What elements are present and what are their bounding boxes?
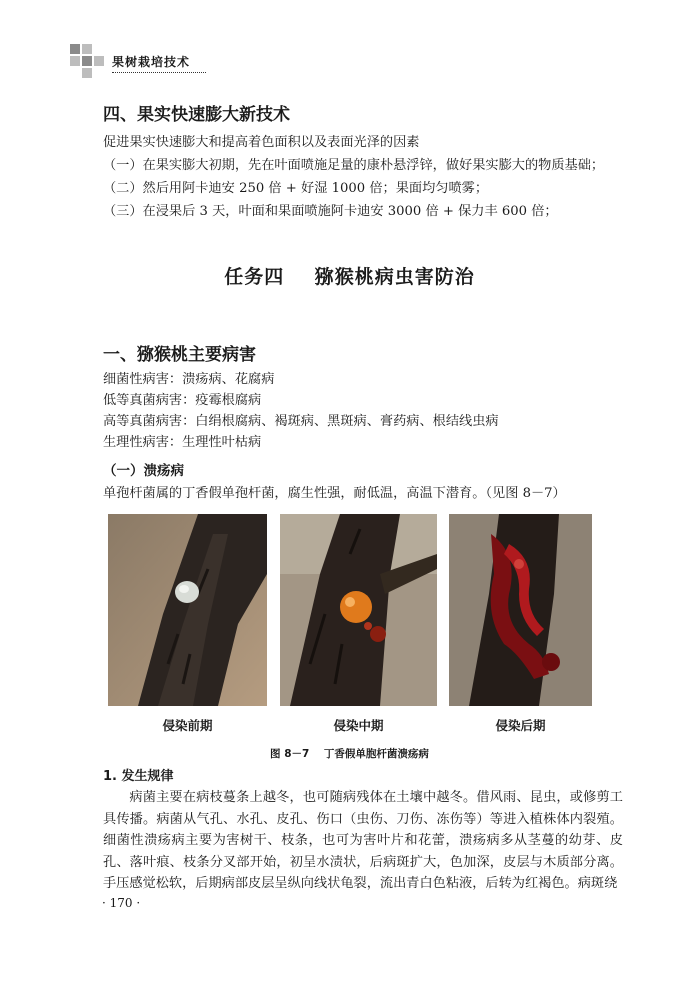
photo-early-infection [108, 514, 267, 706]
panel-label: 侵染中期 [333, 718, 384, 733]
photo-middle-infection [280, 514, 437, 706]
task-title: 任务四 猕猴桃病虫害防治 [224, 266, 475, 288]
panel-label: 侵染前期 [162, 718, 213, 733]
list-item: 低等真菌病害：疫霉根腐病 [103, 393, 262, 408]
figure-caption: 图 8－7 丁香假单胞杆菌溃疡病 [270, 748, 429, 760]
header-logo-icon [70, 44, 104, 78]
list-item: 高等真菌病害：白绢根腐病、褐斑病、黑斑病、膏药病、根结线虫病 [103, 414, 499, 429]
section-heading: 四、果实快速膨大新技术 [103, 105, 290, 125]
body-text: 病菌主要在病枝蔓条上越冬，也可随病残体在土壤中越冬。借风雨、昆虫，或修剪工具传播。病菌从气孔、水孔、皮孔、伤口（虫伤、刀伤、冻伤等）等进入植株体内裂殖。细菌性溃疡病主要为害树干、枝条，也可为害叶片和花蕾，溃疡病多从茎蔓的幼芽、皮孔、落叶痕、枝条分叉部开始，初呈水渍状，后病斑扩大，色加深，皮层与木质部分离。手压感觉松软，后期病部皮层呈纵向线状龟裂，流出青白色粘液，后转为红褐色。病斑绕 [103, 790, 623, 891]
list-item: （二）然后用阿卡迪安 250 倍 + 好湿 1000 倍；果面均匀喷雾； [103, 181, 489, 196]
sub-heading: （一）溃疡病 [103, 463, 184, 479]
sub-intro: 单孢杆菌属的丁香假单孢杆菌，腐生性强，耐低温，高温下潜育。（见图 8－7） [103, 486, 566, 501]
list-item: 生理性病害：生理性叶枯病 [103, 435, 262, 450]
header-rule [112, 72, 206, 73]
section-intro: 促进果实快速膨大和提高着色面积以及表面光泽的因素 [103, 135, 420, 150]
sub-heading: 1. 发生规律 [103, 769, 174, 784]
running-title: 果树栽培技术 [112, 55, 191, 69]
body-paragraph [103, 787, 623, 895]
page-number: · 170 · [102, 896, 141, 910]
list-item: （一）在果实膨大初期，先在叶面喷施足量的康朴悬浮锌，做好果实膨大的物质基础； [103, 158, 605, 173]
list-item: （三）在浸果后 3 天，叶面和果面喷施阿卡迪安 3000 倍 + 保力丰 600 倍； [103, 204, 558, 219]
section-heading: 一、猕猴桃主要病害 [103, 345, 256, 365]
panel-label: 侵染后期 [495, 718, 546, 733]
photo-late-infection [449, 514, 592, 706]
list-item: 细菌性病害：溃疡病、花腐病 [103, 372, 275, 387]
